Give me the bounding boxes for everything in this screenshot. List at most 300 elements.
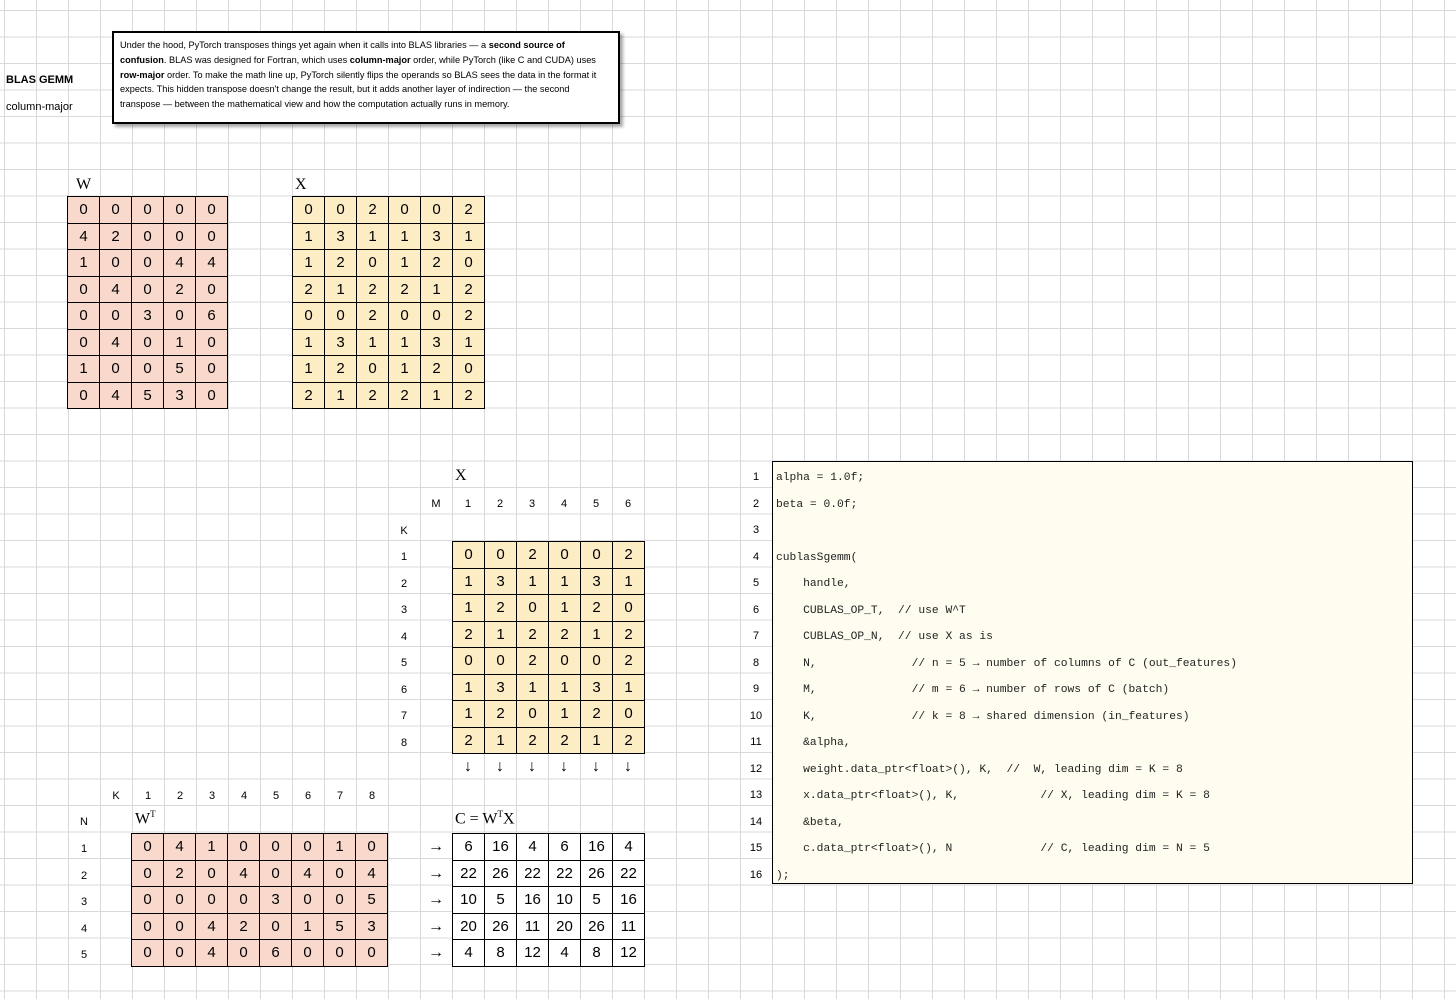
code-line[interactable]: alpha = 1.0f;: [776, 472, 865, 484]
code-line[interactable]: beta = 0.0f;: [776, 498, 858, 511]
matrix-cell[interactable]: 0: [325, 197, 357, 224]
matrix-cell[interactable]: 0: [549, 648, 581, 675]
down-arrow: ↓: [624, 758, 632, 775]
matrix-row: [453, 860, 645, 887]
matrix-cell[interactable]: 3: [581, 674, 613, 701]
x-matrix-mid: [452, 541, 645, 754]
matrix-cell[interactable]: 2: [325, 356, 357, 383]
matrix-cell[interactable]: 0: [324, 860, 356, 887]
x-mid-row-index: 6: [400, 683, 408, 696]
down-arrow: ↓: [592, 758, 600, 775]
matrix-cell[interactable]: 0: [389, 303, 421, 330]
matrix-cell[interactable]: 2: [389, 382, 421, 409]
matrix-cell[interactable]: 8: [581, 940, 613, 967]
matrix-row: [453, 887, 645, 914]
wt-col-index: 8: [368, 790, 376, 802]
code-line[interactable]: handle,: [776, 578, 851, 590]
matrix-cell[interactable]: 0: [68, 329, 100, 356]
wt-title-base: W: [135, 810, 151, 828]
matrix-cell[interactable]: 0: [100, 197, 132, 224]
matrix-cell[interactable]: 4: [292, 860, 324, 887]
matrix-cell[interactable]: 2: [357, 303, 389, 330]
matrix-cell[interactable]: 2: [357, 276, 389, 303]
matrix-cell[interactable]: 16: [485, 834, 517, 861]
matrix-cell[interactable]: 2: [293, 276, 325, 303]
wt-col-index: 4: [240, 790, 248, 802]
matrix-cell[interactable]: 5: [164, 356, 196, 383]
matrix-cell[interactable]: 1: [517, 568, 549, 595]
matrix-cell[interactable]: 6: [549, 834, 581, 861]
down-arrow: ↓: [560, 758, 568, 775]
matrix-row: [293, 356, 485, 383]
matrix-row: [132, 940, 388, 967]
down-arrow: ↓: [528, 758, 536, 775]
matrix-cell[interactable]: 5: [356, 887, 388, 914]
matrix-cell[interactable]: 0: [196, 223, 228, 250]
note-segment: column-major: [349, 54, 411, 65]
matrix-cell[interactable]: 2: [517, 621, 549, 648]
matrix-cell[interactable]: 0: [164, 197, 196, 224]
matrix-cell[interactable]: 2: [581, 595, 613, 622]
matrix-cell[interactable]: 0: [164, 913, 196, 940]
matrix-cell[interactable]: 0: [613, 595, 645, 622]
matrix-cell[interactable]: 0: [100, 303, 132, 330]
matrix-cell[interactable]: 0: [100, 250, 132, 277]
matrix-cell[interactable]: 3: [421, 223, 453, 250]
code-line-number: 5: [752, 577, 760, 589]
matrix-cell[interactable]: 1: [485, 727, 517, 754]
matrix-row: [453, 940, 645, 967]
matrix-cell[interactable]: 1: [613, 674, 645, 701]
matrix-cell[interactable]: 0: [421, 197, 453, 224]
matrix-cell[interactable]: 10: [549, 887, 581, 914]
matrix-cell[interactable]: 1: [357, 329, 389, 356]
matrix-cell[interactable]: 0: [132, 860, 164, 887]
matrix-cell[interactable]: 26: [581, 913, 613, 940]
matrix-cell[interactable]: 0: [132, 276, 164, 303]
matrix-cell[interactable]: 6: [453, 834, 485, 861]
down-arrow: ↓: [496, 758, 504, 775]
matrix-cell[interactable]: 0: [68, 303, 100, 330]
matrix-cell[interactable]: 2: [581, 701, 613, 728]
matrix-row: [293, 303, 485, 330]
matrix-cell[interactable]: 1: [453, 595, 485, 622]
matrix-row: [132, 834, 388, 861]
x-mid-col-index: 6: [624, 498, 632, 510]
matrix-cell[interactable]: 16: [517, 887, 549, 914]
matrix-cell[interactable]: 4: [164, 250, 196, 277]
matrix-cell[interactable]: 2: [325, 250, 357, 277]
matrix-cell[interactable]: 0: [357, 250, 389, 277]
matrix-cell[interactable]: 2: [228, 913, 260, 940]
matrix-row: [68, 250, 228, 277]
code-line[interactable]: c.data_ptr<float>(), N // C, leading dim = N = 5: [776, 843, 1210, 855]
matrix-cell[interactable]: 2: [100, 223, 132, 250]
matrix-cell[interactable]: 4: [68, 223, 100, 250]
matrix-cell[interactable]: 0: [196, 860, 228, 887]
matrix-cell[interactable]: 0: [356, 940, 388, 967]
c-title-suffix: X: [503, 810, 515, 828]
matrix-cell[interactable]: 4: [228, 860, 260, 887]
matrix-cell[interactable]: 4: [164, 834, 196, 861]
wt-col-index: 2: [176, 790, 184, 802]
c-matrix-title: [455, 809, 515, 828]
matrix-row: [453, 595, 645, 622]
matrix-cell[interactable]: 2: [485, 701, 517, 728]
matrix-cell[interactable]: 0: [324, 940, 356, 967]
matrix-cell[interactable]: 0: [356, 834, 388, 861]
matrix-cell[interactable]: 22: [613, 860, 645, 887]
wt-col-index: 7: [336, 790, 344, 802]
matrix-cell[interactable]: 0: [389, 197, 421, 224]
wt-row-index: 1: [80, 843, 88, 855]
matrix-cell[interactable]: 0: [453, 542, 485, 569]
matrix-cell[interactable]: 1: [453, 568, 485, 595]
matrix-cell[interactable]: 2: [357, 382, 389, 409]
sheet-title: BLAS GEMM: [6, 74, 74, 86]
matrix-cell[interactable]: 0: [132, 356, 164, 383]
code-line-number: 7: [752, 630, 760, 642]
matrix-cell[interactable]: 3: [581, 568, 613, 595]
matrix-cell[interactable]: 22: [453, 860, 485, 887]
matrix-cell[interactable]: 2: [164, 860, 196, 887]
matrix-row: [293, 250, 485, 277]
matrix-cell[interactable]: 0: [196, 276, 228, 303]
matrix-cell[interactable]: 1: [421, 276, 453, 303]
matrix-cell[interactable]: 0: [292, 887, 324, 914]
matrix-cell[interactable]: 0: [100, 356, 132, 383]
matrix-cell[interactable]: 1: [389, 250, 421, 277]
matrix-row: [293, 329, 485, 356]
matrix-cell[interactable]: 3: [356, 913, 388, 940]
matrix-cell[interactable]: 0: [421, 303, 453, 330]
x-mid-row-index: 2: [400, 577, 408, 590]
matrix-cell[interactable]: 1: [581, 621, 613, 648]
matrix-row: [453, 834, 645, 861]
note-segment: order. To make the math line up, PyTorch silently flips the operands so BLAS sees the data in the format it expects. This hidden transpose doesn't change the result, but it adds another layer of indirection — the second transpose — between the mathematical view and how the computation actually runs in memory.: [120, 69, 597, 110]
matrix-cell[interactable]: 22: [517, 860, 549, 887]
matrix-cell[interactable]: 0: [228, 887, 260, 914]
matrix-cell[interactable]: 4: [453, 940, 485, 967]
matrix-cell[interactable]: 1: [293, 250, 325, 277]
matrix-cell[interactable]: 2: [517, 648, 549, 675]
matrix-cell[interactable]: 3: [325, 223, 357, 250]
matrix-row: [453, 674, 645, 701]
matrix-cell[interactable]: 2: [485, 595, 517, 622]
matrix-cell[interactable]: 0: [132, 329, 164, 356]
matrix-cell[interactable]: 0: [293, 303, 325, 330]
matrix-cell[interactable]: 0: [292, 834, 324, 861]
matrix-cell[interactable]: 2: [389, 276, 421, 303]
right-arrow: →: [428, 838, 444, 855]
x-mid-col-index: 5: [592, 498, 600, 510]
x-matrix-title: X: [295, 176, 307, 193]
x-mid-col-index: 3: [528, 498, 536, 510]
matrix-cell[interactable]: 1: [325, 276, 357, 303]
matrix-cell[interactable]: 0: [517, 595, 549, 622]
matrix-cell[interactable]: 0: [485, 542, 517, 569]
matrix-cell[interactable]: 2: [453, 621, 485, 648]
code-line[interactable]: &alpha,: [776, 737, 851, 749]
code-line[interactable]: M, // m = 6 → number of rows of C (batch): [776, 684, 1170, 696]
matrix-cell[interactable]: 0: [164, 303, 196, 330]
code-panel[interactable]: [772, 461, 1413, 884]
matrix-cell[interactable]: 0: [196, 356, 228, 383]
matrix-cell[interactable]: 0: [196, 382, 228, 409]
matrix-cell[interactable]: 11: [517, 913, 549, 940]
matrix-cell[interactable]: 26: [485, 860, 517, 887]
matrix-row: [68, 382, 228, 409]
x-matrix-top: [292, 196, 485, 409]
matrix-cell[interactable]: 3: [260, 887, 292, 914]
note-segment: Under the hood, PyTorch transposes things yet again when it calls into BLAS libraries — a: [120, 40, 489, 50]
matrix-cell[interactable]: 1: [389, 356, 421, 383]
x-mid-col-index: 1: [464, 498, 472, 510]
wt-matrix: [131, 833, 388, 967]
matrix-cell[interactable]: 4: [100, 276, 132, 303]
matrix-cell[interactable]: 2: [357, 197, 389, 224]
matrix-row: [293, 197, 485, 224]
matrix-cell[interactable]: 2: [453, 276, 485, 303]
x-mid-row-index: 7: [400, 710, 408, 722]
matrix-cell[interactable]: 3: [164, 382, 196, 409]
code-line-number: 10: [749, 709, 763, 722]
matrix-cell[interactable]: 5: [132, 382, 164, 409]
matrix-cell[interactable]: 1: [68, 250, 100, 277]
matrix-cell[interactable]: 0: [164, 887, 196, 914]
wt-row-index: 2: [80, 869, 88, 882]
w-matrix: [67, 196, 228, 409]
code-line-number: 14: [749, 815, 763, 828]
matrix-cell[interactable]: 0: [357, 356, 389, 383]
matrix-cell[interactable]: 0: [260, 913, 292, 940]
matrix-cell[interactable]: 0: [581, 648, 613, 675]
matrix-cell[interactable]: 1: [389, 329, 421, 356]
code-line-number: 13: [749, 789, 763, 801]
matrix-cell[interactable]: 2: [453, 727, 485, 754]
matrix-cell[interactable]: 0: [517, 701, 549, 728]
matrix-cell[interactable]: 1: [389, 223, 421, 250]
matrix-cell[interactable]: 2: [293, 382, 325, 409]
matrix-cell[interactable]: 1: [164, 329, 196, 356]
matrix-cell[interactable]: 0: [292, 940, 324, 967]
matrix-cell[interactable]: 2: [549, 727, 581, 754]
matrix-row: [293, 382, 485, 409]
matrix-cell[interactable]: 1: [517, 674, 549, 701]
matrix-cell[interactable]: 0: [453, 648, 485, 675]
code-line[interactable]: );: [776, 869, 790, 882]
matrix-cell[interactable]: 1: [453, 701, 485, 728]
code-line[interactable]: K, // k = 8 → shared dimension (in_features): [776, 710, 1190, 723]
matrix-cell[interactable]: 4: [196, 250, 228, 277]
matrix-cell[interactable]: 1: [485, 621, 517, 648]
code-line-number: 15: [749, 842, 763, 854]
code-line-number: 12: [749, 762, 763, 775]
code-line[interactable]: cublasSgemm(: [776, 551, 858, 564]
x-mid-k-label: K: [400, 525, 408, 537]
matrix-cell[interactable]: 1: [549, 595, 581, 622]
matrix-cell[interactable]: 0: [68, 276, 100, 303]
matrix-cell[interactable]: 1: [549, 674, 581, 701]
wt-row-index: 3: [80, 896, 88, 908]
matrix-cell[interactable]: 2: [453, 197, 485, 224]
matrix-cell[interactable]: 0: [485, 648, 517, 675]
matrix-cell[interactable]: 0: [132, 887, 164, 914]
matrix-cell[interactable]: 1: [325, 382, 357, 409]
matrix-cell[interactable]: 0: [260, 834, 292, 861]
matrix-row: [293, 223, 485, 250]
code-line[interactable]: N, // n = 5 → number of columns of C (out_features): [776, 657, 1237, 670]
matrix-cell[interactable]: 4: [613, 834, 645, 861]
code-line[interactable]: CUBLAS_OP_T, // use W^T: [776, 604, 966, 617]
matrix-cell[interactable]: 4: [356, 860, 388, 887]
wt-matrix-title: [135, 809, 156, 828]
matrix-cell[interactable]: 0: [293, 197, 325, 224]
matrix-cell[interactable]: 0: [164, 940, 196, 967]
matrix-cell[interactable]: 0: [581, 542, 613, 569]
matrix-cell[interactable]: 0: [68, 197, 100, 224]
matrix-cell[interactable]: 0: [132, 834, 164, 861]
x-mid-matrix-title: X: [455, 467, 467, 484]
explanation-note[interactable]: [112, 31, 620, 124]
matrix-cell[interactable]: 2: [453, 303, 485, 330]
matrix-cell[interactable]: 2: [421, 250, 453, 277]
matrix-cell[interactable]: 1: [613, 568, 645, 595]
wt-n-label: N: [80, 816, 88, 828]
matrix-cell[interactable]: 4: [196, 940, 228, 967]
matrix-cell[interactable]: 3: [421, 329, 453, 356]
matrix-cell[interactable]: 2: [517, 542, 549, 569]
matrix-cell[interactable]: 3: [325, 329, 357, 356]
matrix-cell[interactable]: 1: [549, 701, 581, 728]
wt-row-index: 4: [80, 922, 88, 935]
code-line-number: 16: [749, 868, 763, 881]
matrix-cell[interactable]: 22: [549, 860, 581, 887]
matrix-cell[interactable]: 2: [613, 542, 645, 569]
matrix-cell[interactable]: 2: [421, 356, 453, 383]
matrix-cell[interactable]: 2: [453, 382, 485, 409]
matrix-row: [453, 542, 645, 569]
matrix-cell[interactable]: 11: [613, 913, 645, 940]
matrix-cell[interactable]: 1: [357, 223, 389, 250]
matrix-cell[interactable]: 8: [485, 940, 517, 967]
matrix-cell[interactable]: 5: [581, 887, 613, 914]
matrix-cell[interactable]: 0: [325, 303, 357, 330]
matrix-row: [68, 329, 228, 356]
matrix-cell[interactable]: 12: [613, 940, 645, 967]
code-line[interactable]: &beta,: [776, 816, 844, 829]
matrix-cell[interactable]: 4: [517, 834, 549, 861]
matrix-row: [68, 197, 228, 224]
matrix-cell[interactable]: 1: [549, 568, 581, 595]
matrix-cell[interactable]: 0: [164, 223, 196, 250]
matrix-cell[interactable]: 1: [453, 674, 485, 701]
wt-col-index: 3: [208, 790, 216, 802]
matrix-cell[interactable]: 0: [453, 356, 485, 383]
matrix-cell[interactable]: 2: [613, 727, 645, 754]
matrix-cell[interactable]: 0: [68, 382, 100, 409]
matrix-cell[interactable]: 2: [517, 727, 549, 754]
wt-title-sup: T: [150, 809, 156, 819]
matrix-cell[interactable]: 0: [228, 940, 260, 967]
matrix-cell[interactable]: 6: [260, 940, 292, 967]
matrix-cell[interactable]: 0: [613, 701, 645, 728]
matrix-cell[interactable]: 1: [293, 223, 325, 250]
matrix-row: [453, 727, 645, 754]
matrix-cell[interactable]: 5: [485, 887, 517, 914]
matrix-cell[interactable]: 1: [68, 356, 100, 383]
matrix-cell[interactable]: 4: [100, 382, 132, 409]
matrix-cell[interactable]: 2: [613, 621, 645, 648]
matrix-cell[interactable]: 0: [196, 887, 228, 914]
matrix-cell[interactable]: 3: [485, 568, 517, 595]
code-line-number: 3: [752, 524, 760, 536]
matrix-cell[interactable]: 16: [581, 834, 613, 861]
matrix-cell[interactable]: 6: [196, 303, 228, 330]
matrix-cell[interactable]: 20: [453, 913, 485, 940]
code-line-number: 9: [752, 683, 760, 695]
matrix-cell[interactable]: 1: [196, 834, 228, 861]
matrix-row: [132, 913, 388, 940]
matrix-cell[interactable]: 4: [100, 329, 132, 356]
matrix-cell[interactable]: 3: [485, 674, 517, 701]
matrix-cell[interactable]: 1: [293, 356, 325, 383]
matrix-cell[interactable]: 2: [549, 621, 581, 648]
matrix-cell[interactable]: 2: [613, 648, 645, 675]
matrix-cell[interactable]: 1: [453, 223, 485, 250]
matrix-row: [132, 887, 388, 914]
matrix-cell[interactable]: 1: [293, 329, 325, 356]
matrix-cell[interactable]: 3: [132, 303, 164, 330]
matrix-cell[interactable]: 0: [228, 834, 260, 861]
matrix-cell[interactable]: 5: [324, 913, 356, 940]
matrix-cell[interactable]: 0: [260, 860, 292, 887]
w-matrix-title: W: [76, 176, 92, 193]
matrix-cell[interactable]: 0: [549, 542, 581, 569]
matrix-cell[interactable]: 4: [549, 940, 581, 967]
matrix-cell[interactable]: 1: [292, 913, 324, 940]
matrix-cell[interactable]: 0: [453, 250, 485, 277]
matrix-cell[interactable]: 1: [453, 329, 485, 356]
matrix-cell[interactable]: 20: [549, 913, 581, 940]
matrix-cell[interactable]: 0: [132, 250, 164, 277]
matrix-cell[interactable]: 26: [485, 913, 517, 940]
matrix-cell[interactable]: 26: [581, 860, 613, 887]
right-arrow: →: [428, 864, 444, 882]
matrix-cell[interactable]: 0: [196, 329, 228, 356]
matrix-cell[interactable]: 2: [164, 276, 196, 303]
code-line[interactable]: weight.data_ptr<float>(), K, // W, leading dim = K = 8: [776, 763, 1183, 776]
matrix-cell[interactable]: 0: [132, 940, 164, 967]
matrix-cell[interactable]: 4: [196, 913, 228, 940]
matrix-cell[interactable]: 0: [324, 887, 356, 914]
matrix-cell[interactable]: 16: [613, 887, 645, 914]
matrix-cell[interactable]: 1: [581, 727, 613, 754]
matrix-cell[interactable]: 0: [132, 197, 164, 224]
matrix-cell[interactable]: 1: [324, 834, 356, 861]
matrix-cell[interactable]: 0: [196, 197, 228, 224]
matrix-cell[interactable]: 10: [453, 887, 485, 914]
matrix-cell[interactable]: 0: [132, 913, 164, 940]
matrix-cell[interactable]: 1: [421, 382, 453, 409]
code-line[interactable]: x.data_ptr<float>(), K, // X, leading dim = K = 8: [776, 790, 1210, 802]
code-line[interactable]: CUBLAS_OP_N, // use X as is: [776, 631, 993, 643]
matrix-cell[interactable]: 12: [517, 940, 549, 967]
matrix-cell[interactable]: 0: [132, 223, 164, 250]
code-line-number: 11: [750, 736, 762, 748]
wt-row-index: 5: [80, 949, 88, 961]
matrix-row: [132, 860, 388, 887]
